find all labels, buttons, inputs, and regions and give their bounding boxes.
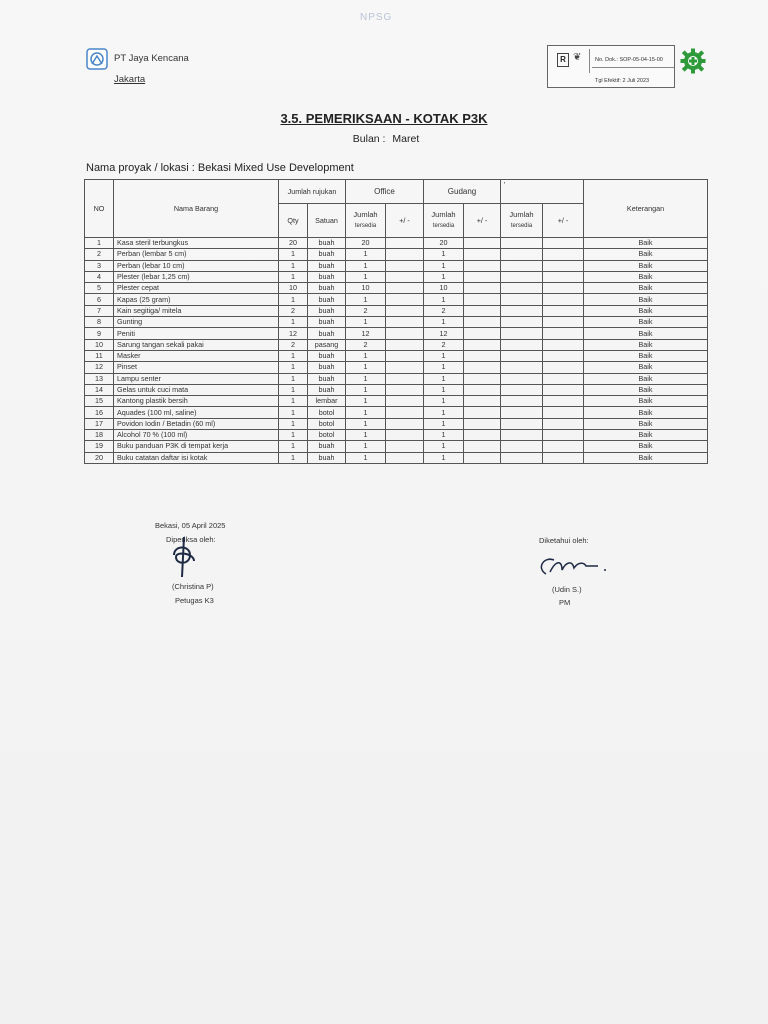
row-office-diff (386, 350, 424, 361)
row-office-diff (386, 396, 424, 407)
row-unit: buah (308, 384, 346, 395)
row-office-diff (386, 452, 424, 463)
row-unit: buah (308, 328, 346, 339)
row-third-available (501, 339, 543, 350)
row-third-available (501, 362, 543, 373)
row-third-available (501, 271, 543, 282)
row-third-available (501, 238, 543, 249)
company-city: Jakarta (114, 74, 146, 85)
row-office-available: 1 (346, 260, 386, 271)
form-title: 3.5. PEMERIKSAAN - KOTAK P3K (280, 111, 488, 126)
row-warehouse-diff (464, 441, 501, 452)
row-no: 14 (85, 384, 114, 395)
row-third-diff (543, 339, 584, 350)
row-office-available: 1 (346, 452, 386, 463)
row-unit: lembar (308, 396, 346, 407)
row-no: 13 (85, 373, 114, 384)
row-warehouse-diff (464, 452, 501, 463)
row-third-available (501, 452, 543, 463)
row-unit: buah (308, 362, 346, 373)
row-qty: 1 (279, 418, 308, 429)
row-warehouse-diff (464, 305, 501, 316)
row-office-diff (386, 283, 424, 294)
month-value: Maret (392, 133, 420, 145)
row-warehouse-diff (464, 362, 501, 373)
row-office-diff (386, 317, 424, 328)
header-office-group: Office (346, 180, 424, 204)
row-item-name: Gelas untuk cuci mata (114, 384, 279, 395)
row-third-available (501, 373, 543, 384)
row-office-available: 2 (346, 305, 386, 316)
row-third-diff (543, 238, 584, 249)
row-no: 3 (85, 260, 114, 271)
row-warehouse-diff (464, 339, 501, 350)
company-name: PT Jaya Kencana (114, 53, 189, 64)
row-notes: Baik (584, 339, 708, 350)
row-warehouse-available: 1 (424, 260, 464, 271)
table-row (85, 238, 708, 249)
row-office-diff (386, 238, 424, 249)
row-no: 7 (85, 305, 114, 316)
table-row (85, 441, 708, 452)
row-qty: 1 (279, 271, 308, 282)
row-notes: Baik (584, 396, 708, 407)
header-third-available: Jumlah tersedia (501, 204, 543, 238)
table-row (85, 350, 708, 361)
row-office-available: 1 (346, 430, 386, 441)
header-notes: Keterangan (584, 180, 708, 238)
row-no: 11 (85, 350, 114, 361)
row-qty: 1 (279, 362, 308, 373)
header-office-diff: +/ - (386, 204, 424, 238)
row-office-available: 20 (346, 238, 386, 249)
row-warehouse-available: 1 (424, 362, 464, 373)
row-warehouse-diff (464, 317, 501, 328)
row-item-name: Lampu senter (114, 373, 279, 384)
row-office-available: 1 (346, 441, 386, 452)
row-office-available: 1 (346, 317, 386, 328)
row-no: 5 (85, 283, 114, 294)
row-office-diff (386, 373, 424, 384)
header-reference-group: Jumlah rujukan (279, 180, 346, 204)
row-item-name: Masker (114, 350, 279, 361)
row-third-available (501, 384, 543, 395)
table-row (85, 294, 708, 305)
row-office-available: 1 (346, 373, 386, 384)
row-third-diff (543, 362, 584, 373)
row-warehouse-available: 1 (424, 249, 464, 260)
row-unit: botol (308, 430, 346, 441)
row-no: 18 (85, 430, 114, 441)
row-qty: 1 (279, 396, 308, 407)
row-third-available (501, 328, 543, 339)
row-warehouse-diff (464, 283, 501, 294)
month-line (0, 133, 768, 145)
row-item-name: Perban (lembar 5 cm) (114, 249, 279, 260)
row-office-diff (386, 384, 424, 395)
row-third-diff (543, 317, 584, 328)
row-third-available (501, 407, 543, 418)
row-notes: Baik (584, 430, 708, 441)
row-warehouse-available: 10 (424, 283, 464, 294)
row-warehouse-available: 1 (424, 418, 464, 429)
row-qty: 1 (279, 373, 308, 384)
row-warehouse-diff (464, 271, 501, 282)
row-qty: 1 (279, 452, 308, 463)
checker-signature-icon (160, 533, 208, 581)
row-warehouse-diff (464, 260, 501, 271)
row-office-available: 1 (346, 418, 386, 429)
row-office-diff (386, 430, 424, 441)
row-no: 19 (85, 441, 114, 452)
table-row (85, 271, 708, 282)
row-qty: 1 (279, 260, 308, 271)
document-info-box (547, 45, 675, 88)
row-third-diff (543, 283, 584, 294)
row-unit: buah (308, 294, 346, 305)
known-by-label: Diketahui oleh: (539, 536, 589, 545)
row-third-diff (543, 384, 584, 395)
row-qty: 1 (279, 384, 308, 395)
row-item-name: Gunting (114, 317, 279, 328)
row-item-name: Plester cepat (114, 283, 279, 294)
table-row (85, 317, 708, 328)
row-office-diff (386, 407, 424, 418)
row-warehouse-diff (464, 350, 501, 361)
month-label: Bulan : (352, 133, 386, 145)
row-item-name: Plester (lebar 1,25 cm) (114, 271, 279, 282)
row-item-name: Perban (lebar 10 cm) (114, 260, 279, 271)
row-no: 6 (85, 294, 114, 305)
row-no: 16 (85, 407, 114, 418)
row-qty: 1 (279, 294, 308, 305)
row-item-name: Buku catatan daftar isi kotak (114, 452, 279, 463)
table-row (85, 328, 708, 339)
row-third-diff (543, 294, 584, 305)
header-no: NO (85, 180, 114, 238)
row-qty: 1 (279, 249, 308, 260)
table-row (85, 339, 708, 350)
approver-name: (Udin S.) (552, 585, 582, 594)
row-third-diff (543, 271, 584, 282)
row-office-diff (386, 362, 424, 373)
header-unit: Satuan (308, 204, 346, 238)
table-row (85, 305, 708, 316)
row-warehouse-diff (464, 418, 501, 429)
row-notes: Baik (584, 317, 708, 328)
checker-name: (Christina P) (172, 582, 214, 591)
row-item-name: Sarung tangan sekali pakai (114, 339, 279, 350)
table-row (85, 373, 708, 384)
row-no: 9 (85, 328, 114, 339)
row-office-available: 1 (346, 271, 386, 282)
row-unit: buah (308, 271, 346, 282)
row-warehouse-available: 1 (424, 373, 464, 384)
row-office-available: 1 (346, 249, 386, 260)
table-row (85, 283, 708, 294)
row-no: 10 (85, 339, 114, 350)
row-office-available: 10 (346, 283, 386, 294)
row-warehouse-diff (464, 294, 501, 305)
row-notes: Baik (584, 260, 708, 271)
row-warehouse-available: 1 (424, 271, 464, 282)
row-notes: Baik (584, 294, 708, 305)
row-third-diff (543, 249, 584, 260)
row-warehouse-diff (464, 238, 501, 249)
row-unit: buah (308, 373, 346, 384)
row-office-available: 1 (346, 350, 386, 361)
row-notes: Baik (584, 452, 708, 463)
row-item-name: Kantong plastik bersih (114, 396, 279, 407)
row-office-available: 1 (346, 407, 386, 418)
top-watermark: NPSG (360, 12, 393, 23)
table-row (85, 249, 708, 260)
iso-mark-icon: R ❦ (551, 49, 590, 73)
row-third-available (501, 305, 543, 316)
row-no: 20 (85, 452, 114, 463)
table-row (85, 260, 708, 271)
row-notes: Baik (584, 362, 708, 373)
row-office-diff (386, 260, 424, 271)
table-row (85, 362, 708, 373)
row-warehouse-available: 2 (424, 305, 464, 316)
row-no: 4 (85, 271, 114, 282)
row-notes: Baik (584, 418, 708, 429)
row-office-available: 12 (346, 328, 386, 339)
row-no: 17 (85, 418, 114, 429)
row-warehouse-diff (464, 328, 501, 339)
p3k-inspection-table (84, 179, 708, 464)
row-no: 12 (85, 362, 114, 373)
row-office-available: 1 (346, 294, 386, 305)
table-body (85, 238, 708, 464)
row-qty: 1 (279, 350, 308, 361)
row-notes: Baik (584, 271, 708, 282)
header-warehouse-group: Gudang (424, 180, 501, 204)
row-item-name: Aquades (100 ml, saline) (114, 407, 279, 418)
row-notes: Baik (584, 249, 708, 260)
row-qty: 1 (279, 317, 308, 328)
row-item-name: Peniti (114, 328, 279, 339)
row-warehouse-available: 20 (424, 238, 464, 249)
row-third-available (501, 418, 543, 429)
row-warehouse-available: 1 (424, 407, 464, 418)
row-third-available (501, 249, 543, 260)
row-warehouse-available: 2 (424, 339, 464, 350)
row-qty: 2 (279, 305, 308, 316)
approver-signature-icon (532, 550, 614, 580)
row-unit: pasang (308, 339, 346, 350)
row-third-diff (543, 396, 584, 407)
table-row (85, 396, 708, 407)
header-warehouse-diff: +/ - (464, 204, 501, 238)
header-item-name: Nama Barang (114, 180, 279, 238)
row-notes: Baik (584, 305, 708, 316)
row-notes: Baik (584, 407, 708, 418)
row-office-available: 1 (346, 384, 386, 395)
row-office-available: 2 (346, 339, 386, 350)
row-office-diff (386, 339, 424, 350)
row-unit: buah (308, 452, 346, 463)
row-warehouse-diff (464, 384, 501, 395)
row-warehouse-diff (464, 396, 501, 407)
signature-place-date: Bekasi, 05 April 2025 (155, 521, 226, 530)
table-row (85, 430, 708, 441)
row-qty: 20 (279, 238, 308, 249)
row-notes: Baik (584, 328, 708, 339)
row-notes: Baik (584, 373, 708, 384)
row-warehouse-available: 1 (424, 396, 464, 407)
row-warehouse-available: 1 (424, 452, 464, 463)
row-office-available: 1 (346, 362, 386, 373)
row-notes: Baik (584, 238, 708, 249)
row-qty: 1 (279, 441, 308, 452)
row-third-diff (543, 441, 584, 452)
header-third-group: ' (501, 180, 584, 204)
checked-by-label: Diperiksa oleh: (166, 535, 216, 544)
row-item-name: Povidon Iodin / Betadin (60 ml) (114, 418, 279, 429)
row-item-name: Kain segitiga/ mitela (114, 305, 279, 316)
row-qty: 10 (279, 283, 308, 294)
row-unit: buah (308, 305, 346, 316)
checker-role: Petugas K3 (175, 596, 214, 605)
project-location: Nama proyak / lokasi : Bekasi Mixed Use Development (86, 162, 354, 174)
row-qty: 2 (279, 339, 308, 350)
row-qty: 12 (279, 328, 308, 339)
row-office-diff (386, 271, 424, 282)
row-unit: botol (308, 418, 346, 429)
row-office-diff (386, 294, 424, 305)
header-office-available: Jumlah tersedia (346, 204, 386, 238)
row-notes: Baik (584, 441, 708, 452)
k3-gear-icon (680, 48, 706, 74)
row-third-available (501, 441, 543, 452)
row-third-available (501, 283, 543, 294)
header-warehouse-available: Jumlah tersedia (424, 204, 464, 238)
row-office-diff (386, 249, 424, 260)
table-row (85, 452, 708, 463)
row-item-name: Kapas (25 gram) (114, 294, 279, 305)
row-unit: buah (308, 441, 346, 452)
row-warehouse-available: 1 (424, 441, 464, 452)
row-warehouse-available: 1 (424, 430, 464, 441)
row-warehouse-available: 1 (424, 317, 464, 328)
row-warehouse-available: 1 (424, 350, 464, 361)
row-third-diff (543, 350, 584, 361)
row-warehouse-diff (464, 407, 501, 418)
row-unit: buah (308, 249, 346, 260)
row-unit: buah (308, 283, 346, 294)
row-third-available (501, 350, 543, 361)
row-third-available (501, 260, 543, 271)
row-office-diff (386, 418, 424, 429)
row-third-diff (543, 305, 584, 316)
row-third-diff (543, 452, 584, 463)
row-qty: 1 (279, 407, 308, 418)
document-date: Tgl Efektif: 2 Juli 2023 (595, 78, 650, 84)
row-third-diff (543, 418, 584, 429)
row-third-diff (543, 407, 584, 418)
company-logo-icon (86, 48, 108, 70)
row-third-diff (543, 260, 584, 271)
row-warehouse-diff (464, 430, 501, 441)
row-warehouse-diff (464, 249, 501, 260)
row-no: 1 (85, 238, 114, 249)
row-unit: botol (308, 407, 346, 418)
row-warehouse-available: 1 (424, 294, 464, 305)
row-third-available (501, 317, 543, 328)
row-no: 15 (85, 396, 114, 407)
row-warehouse-available: 1 (424, 384, 464, 395)
row-unit: buah (308, 350, 346, 361)
row-unit: buah (308, 260, 346, 271)
row-warehouse-diff (464, 373, 501, 384)
row-no: 8 (85, 317, 114, 328)
row-item-name: Pinset (114, 362, 279, 373)
row-notes: Baik (584, 384, 708, 395)
table-row (85, 418, 708, 429)
row-qty: 1 (279, 430, 308, 441)
header-qty: Qty (279, 204, 308, 238)
row-item-name: Kasa steril terbungkus (114, 238, 279, 249)
row-item-name: Alcohol 70 % (100 ml) (114, 430, 279, 441)
row-office-diff (386, 328, 424, 339)
row-office-diff (386, 305, 424, 316)
row-item-name: Buku panduan P3K di tempat kerja (114, 441, 279, 452)
row-office-available: 1 (346, 396, 386, 407)
row-third-available (501, 294, 543, 305)
row-unit: buah (308, 317, 346, 328)
row-third-diff (543, 430, 584, 441)
row-no: 2 (85, 249, 114, 260)
table-row (85, 384, 708, 395)
row-warehouse-available: 12 (424, 328, 464, 339)
row-office-diff (386, 441, 424, 452)
approver-role: PM (559, 598, 571, 607)
row-third-diff (543, 328, 584, 339)
row-third-available (501, 396, 543, 407)
document-number: No. Dok.: SOP-05-04-15-00 (595, 57, 663, 63)
header-third-diff: +/ - (543, 204, 584, 238)
row-unit: buah (308, 238, 346, 249)
table-row (85, 407, 708, 418)
row-third-diff (543, 373, 584, 384)
row-notes: Baik (584, 283, 708, 294)
row-third-available (501, 430, 543, 441)
row-notes: Baik (584, 350, 708, 361)
